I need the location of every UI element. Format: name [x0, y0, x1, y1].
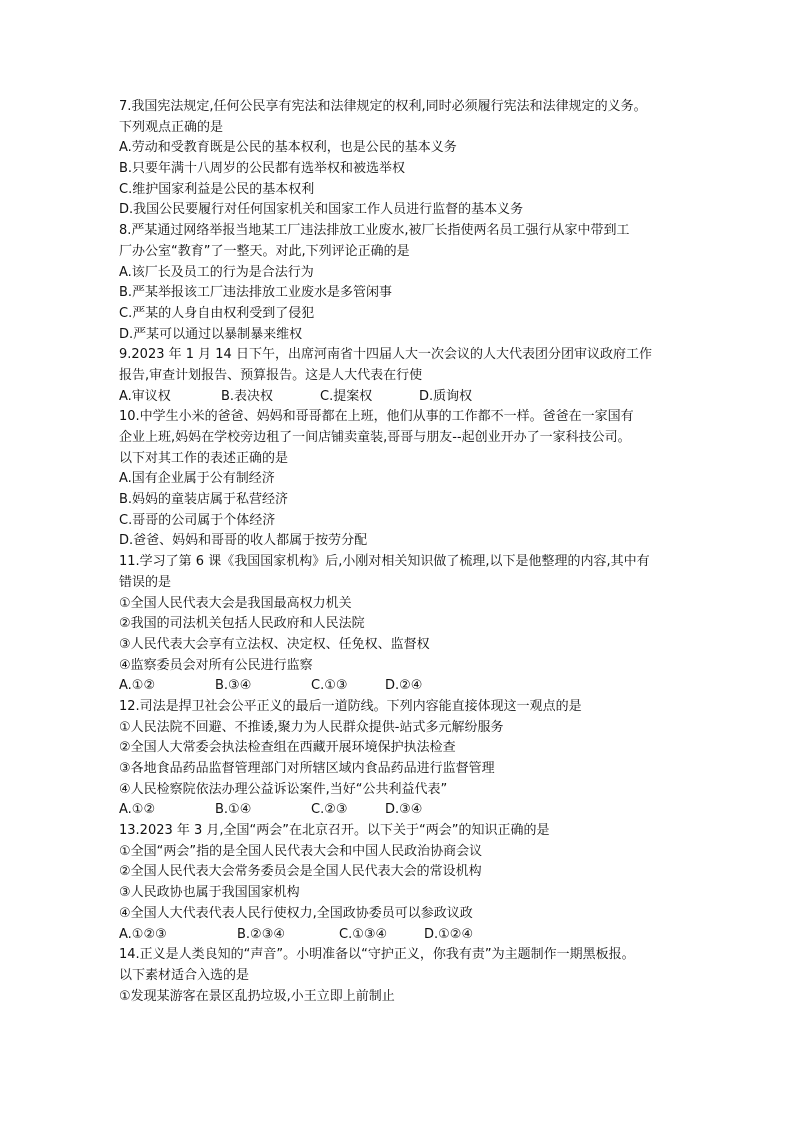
q9-option-a: A.审议权 [119, 388, 171, 404]
q12-option-c: C.②③ [311, 802, 348, 818]
q9-stem-line-2: 报告,审查计划报告、预算报告。这是人大代表在行使 [119, 367, 423, 383]
q9-option-b: B.表决权 [221, 388, 274, 404]
q14-statement-1: ①发现某游客在景区乱扔垃圾,小王立即上前制止 [119, 988, 395, 1004]
q12-option-a: A.①② [119, 802, 156, 818]
q11-statement-3: ③人民代表大会享有立法权、决定权、任免权、监督权 [119, 636, 430, 652]
q13-statement-1: ①全国“两会”指的是全国人民代表大会和中国人民政治协商会议 [119, 843, 483, 859]
q9-option-c: C.提案权 [320, 388, 373, 404]
q11-statement-2: ②我国的司法机关包括人民政府和人民法院 [119, 616, 365, 632]
q13-statement-4: ④全国人大代表代表人民行使权力,全国政协委员可以参政议政 [119, 905, 473, 921]
q13-option-c: C.①③④ [339, 926, 388, 942]
q9-options [119, 387, 699, 408]
q9-option-d: D.质询权 [419, 388, 473, 404]
q7-stem-line-2: 下列观点正确的是 [119, 119, 224, 135]
q13-option-b: B.②③④ [237, 926, 286, 942]
q11-option-c: C.①③ [311, 678, 348, 694]
q7-option-c: C.维护国家利益是公民的基本权利 [119, 181, 315, 197]
q11-stem-line-1: 11.学习了第 6 课《我国国家机构》后,小刚对相关知识做了梳理,以下是他整理的内容,其中有 [119, 554, 650, 570]
q13-option-d: D.①②④ [424, 926, 474, 942]
q10-option-b: B.妈妈的童装店属于私营经济 [119, 492, 289, 508]
q13-statement-2: ②全国人民代表大会常务委员会是全国人民代表大会的常设机构 [119, 864, 482, 880]
q11-statement-1: ①全国人民代表大会是我国最高权力机关 [119, 595, 352, 611]
q12-statement-3: ③各地食品药品监督管理部门对所辖区域内食品药品进行监督管理 [119, 761, 495, 776]
q7-option-d: D.我国公民要履行对任何国家机关和国家工作人员进行监督的基本义务 [119, 202, 524, 218]
q8-option-a: A.该厂长及员工的行为是合法行为 [119, 264, 314, 280]
q10-option-d: D.爸爸、妈妈和哥哥的收人都属于按劳分配 [119, 533, 368, 549]
q8-option-c: C.严某的人身自由权利受到了侵犯 [119, 305, 315, 321]
q9-stem-line-1: 9.2023 年 1 月 14 日下午，出席河南省十四届人大一次会议的人大代表团分团审议政府工作 [119, 347, 652, 363]
q12-stem-line-1: 12.司法是捍卫社会公平正义的最后一道防线。下列内容能直接体现这一观点的是 [119, 698, 582, 714]
q11-stem-line-2: 错误的是 [119, 574, 172, 590]
q11-options [119, 676, 699, 697]
q11-option-a: A.①② [119, 678, 156, 694]
q7-option-b: B.只要年满十八周岁的公民都有选举权和被选举权 [119, 161, 406, 177]
q13-stem-line-1: 13.2023 年 3 月,全国“两会”在北京召开。以下关于“两会”的知识正确的是 [119, 823, 550, 839]
q12-statement-2: ②全国人大常委会执法检查组在西藏开展环境保护执法检查 [119, 740, 456, 756]
q7-stem-line-1: 7.我国宪法规定,任何公民享有宪法和法律规定的权利,同时必须履行宪法和法律规定的义务。 [119, 99, 647, 114]
q13-option-a: A.①②③ [119, 926, 167, 942]
q10-option-c: C.哥哥的公司属于个体经济 [119, 512, 276, 528]
q13-statement-3: ③人民政协也属于我国国家机构 [119, 885, 300, 901]
q8-stem-line-2: 厂办公室“教育”了一整天。对此,下列评论正确的是 [119, 243, 410, 259]
q11-option-b: B.③④ [215, 678, 252, 694]
q12-option-d: D.③④ [385, 802, 423, 818]
q12-statement-4: ④人民检察院依法办理公益诉讼案件,当好“公共利益代表” [119, 781, 448, 797]
exam-page [119, 97, 699, 1007]
q12-option-b: B.①④ [215, 802, 252, 818]
q12-options [119, 800, 699, 821]
q11-statement-4: ④监察委员会对所有公民进行监察 [119, 657, 313, 673]
q7-option-a: A.劳动和受教育既是公民的基本权利，也是公民的基本义务 [119, 140, 457, 156]
q8-option-b: B.严某举报该工厂违法排放工业废水是多管闲事 [119, 285, 393, 301]
q14-stem-line-1: 14.正义是人类良知的“声音”。小明准备以“守护正义，你我有责”为主题制作一期黑板报。 [119, 947, 635, 963]
q10-option-a: A.国有企业属于公有制经济 [119, 471, 275, 487]
q14-stem-line-2: 以下素材适合入选的是 [119, 967, 250, 983]
q10-stem-line-1: 10.中学生小米的爸爸、妈妈和哥哥都在上班，他们从事的工作都不一样。爸爸在一家国有 [119, 409, 634, 425]
q8-option-d: D.严某可以通过以暴制暴来维权 [119, 326, 303, 342]
q11-option-d: D.②④ [385, 678, 423, 694]
q8-stem-line-1: 8.严某通过网络举报当地某工厂违法排放工业废水,被厂长指使两名员工强行从家中带到工 [119, 223, 630, 239]
q13-options [119, 925, 699, 946]
q12-statement-1: ①人民法院不回避、不推诿,聚力为人民群众提供-站式多元解纷服务 [119, 719, 504, 735]
q10-stem-line-2: 企业上班,妈妈在学校旁边租了一间店铺卖童装,哥哥与朋友--起创业开办了一家科技公司。 [119, 430, 631, 445]
q10-stem-line-3: 以下对其工作的表述正确的是 [119, 450, 289, 466]
